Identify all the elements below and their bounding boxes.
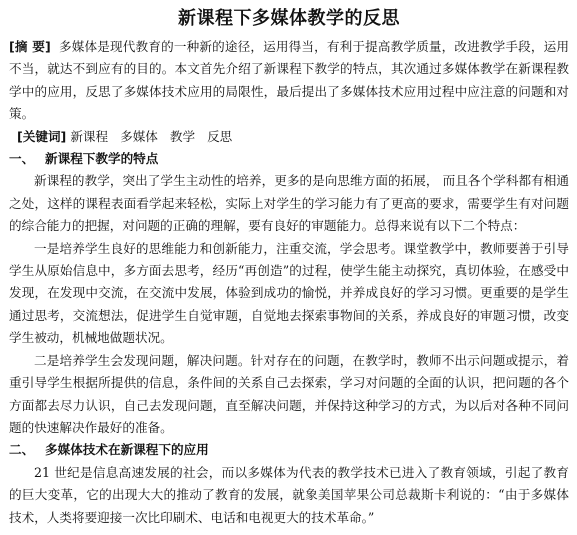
section-heading-1	[9, 148, 569, 170]
body-paragraph: 21 世纪是信息高速发展的社会，而以多媒体为代表的教学技术已进入了教育领域，引起了教育的巨大变革，它的出现大大的推动了教育的发展，就象美国苹果公司总裁斯卡利说的：“由于多媒体技术，人类将要迎接一次比印刷术、电话和电视更大的技术革命。”	[9, 464, 569, 525]
body-paragraph: 二是培养学生会发现问题，解决问题。针对存在的问题，在教学时，教师不出示问题或提示，着重引导学生根据所提供的信息，条件间的关系自己去探索，学习对问题的全面的认识，把问题的各个方面都去尽力认识，自己去发现问题，直至解决问题，并保持这种学习的方式，为以后对各种不同问题的快速解决作最好的准备。	[9, 352, 569, 435]
section-number: 一、	[9, 151, 35, 167]
keyword: 新课程	[70, 128, 109, 144]
keyword: 多媒体	[120, 128, 158, 144]
section-heading-text: 新课程下教学的特点	[45, 151, 159, 167]
section-heading-text: 多媒体技术在新课程下的应用	[45, 442, 209, 458]
section-number: 二、	[9, 442, 35, 458]
section-heading-2	[9, 439, 569, 461]
body-paragraph: 一是培养学生良好的思维能力和创新能力，注重交流，学会思考。课堂教学中，教师要善于引导学生从原始信息中，多方面去思考，经历“再创造”的过程，使学生能主动探究，真切体验，在感受中发现，在发现中交流，在交流中发展，体验到成功的愉悦，并养成良好的学习习惯。更重要的是学生通过思考，交流想法，促进学生自觉审题，自觉地去探索事物间的关系，养成良好的审题习惯，改变学生被动，机械地做题状况。	[9, 240, 569, 346]
keywords-label: [关键词]	[17, 128, 67, 144]
keywords	[9, 126, 569, 148]
keyword: 教学	[169, 128, 196, 144]
abstract-label: [摘 要]	[9, 39, 51, 54]
abstract-text: 多媒体是现代教育的一种新的途径，运用得当，有利于提高教学质量，改进教学手段，运用不当，就达不到应有的目的。本文首先介绍了新课程下教学的特点，其次通过多媒体教学在新课程教学中的应用，反思了多媒体技术应用的局限性，最后提出了多媒体技术应用过程中应注意的问题和对策。	[9, 39, 569, 122]
abstract	[9, 36, 569, 126]
body-paragraph: 新课程的教学，突出了学生主动性的培养，更多的是向思维方面的拓展， 而且各个学科都有相通之处，这样的课程表面看学起来轻松，实际上对学生的学习能力有了更高的要求，需要学生有对问题的综合能力的把握，对问题的正确的理解，要有良好的审题能力。总得来说有以下二个特点：	[9, 173, 569, 234]
keyword: 反思	[207, 128, 233, 144]
document-title: 新课程下多媒体教学的反思	[178, 8, 400, 29]
